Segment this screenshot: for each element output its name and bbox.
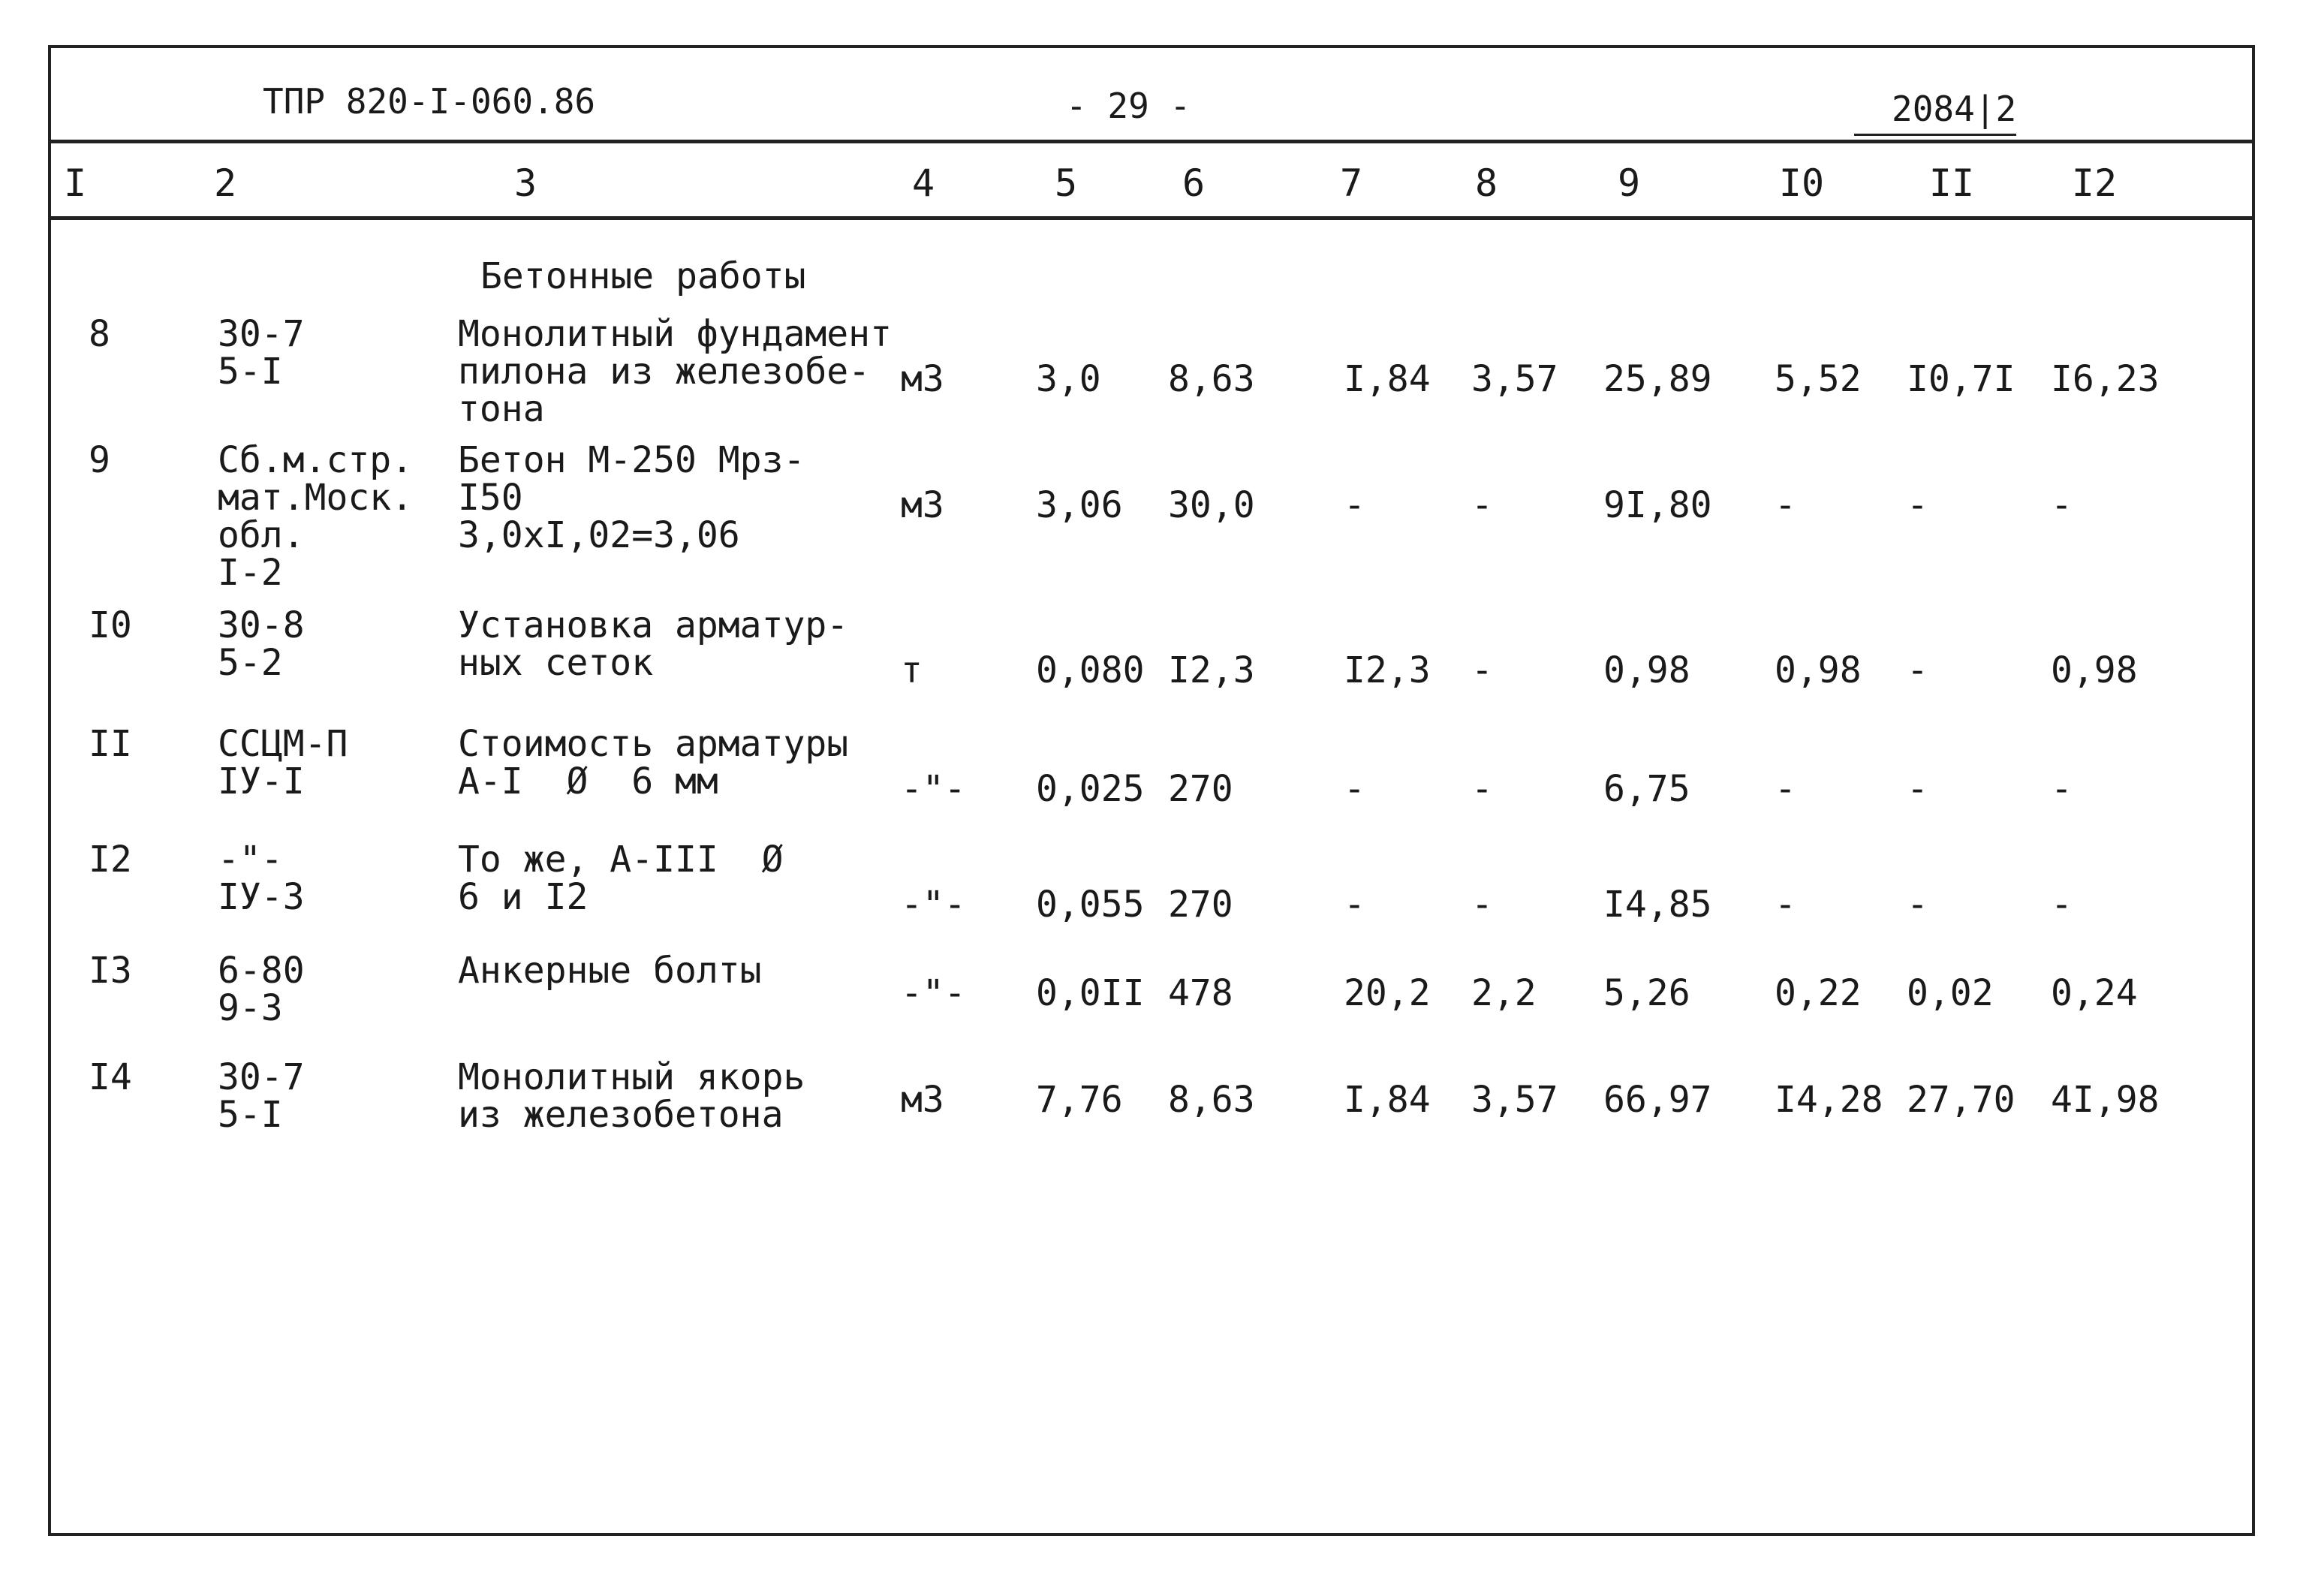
quantity: 7,76 [1036,1079,1123,1121]
column-number: 6 [1182,161,1206,205]
column-number: 9 [1617,161,1641,205]
column-number: 2 [213,161,237,205]
wage-price: I,84 [1344,1079,1431,1121]
quantity: 3,06 [1036,484,1123,526]
wage-price: - [1344,884,1365,926]
unit: м3 [901,484,944,526]
header-rule [48,140,2255,143]
quantity: 0,0II [1036,972,1145,1014]
machine-total: I0,7I [1907,358,2015,400]
wage-price: - [1344,484,1365,526]
quantity: 0,055 [1036,884,1145,926]
wage-total: - [1775,768,1796,810]
total-12: 0,98 [2051,649,2138,691]
machine-price: 3,57 [1471,1079,1558,1121]
doc-code: ТПР 820-I-060.86 [263,81,596,122]
column-number: 8 [1474,161,1498,205]
total-12: - [2051,484,2073,526]
work-name: Установка арматур- ных сеток [458,604,849,684]
machine-total: - [1907,768,1928,810]
machine-price: - [1471,884,1493,926]
machine-total: - [1907,649,1928,691]
norm-code: ССЦМ-П IУ-I [218,723,348,803]
machine-price: 3,57 [1471,358,1558,400]
wage-price: - [1344,768,1365,810]
unit: -"- [901,884,966,926]
work-name: Монолитный якорь из железобетона [458,1056,805,1136]
unit-price: 478 [1168,972,1233,1014]
row-number: I3 [89,950,132,992]
wage-total: - [1775,884,1796,926]
unit-price: 30,0 [1168,484,1255,526]
wage-total: 5,52 [1775,358,1862,400]
section-title: Бетонные работы [480,255,806,297]
total-cost: 66,97 [1603,1079,1712,1121]
machine-price: 2,2 [1471,972,1537,1014]
sheet-reference-underline [1854,134,2016,136]
wage-total: 0,22 [1775,972,1862,1014]
row-number: I4 [89,1056,132,1098]
column-number: 3 [513,161,537,205]
page-number: - 29 - [1066,86,1191,126]
work-name: Анкерные болты [458,950,762,992]
column-number: 5 [1054,161,1078,205]
machine-total: - [1907,884,1928,926]
work-name: Монолитный фундамент пилона из железобе- тона [458,313,892,430]
unit-price: 270 [1168,768,1233,810]
machine-total: 27,70 [1907,1079,2015,1121]
total-cost: 5,26 [1603,972,1690,1014]
column-number: 4 [911,161,935,205]
total-cost: I4,85 [1603,884,1712,926]
wage-price: 20,2 [1344,972,1431,1014]
machine-total: - [1907,484,1928,526]
row-number: 8 [89,313,110,355]
machine-price: - [1471,649,1493,691]
row-number: I2 [89,839,132,881]
quantity: 3,0 [1036,358,1101,400]
row-number: 9 [89,439,110,481]
norm-code: 30-7 5-I [218,1056,305,1136]
total-12: I6,23 [2051,358,2160,400]
unit: м3 [901,1079,944,1121]
total-cost: 25,89 [1603,358,1712,400]
row-number: I0 [89,604,132,646]
quantity: 0,080 [1036,649,1145,691]
machine-price: - [1471,484,1493,526]
wage-total: I4,28 [1775,1079,1883,1121]
total-12: 0,24 [2051,972,2138,1014]
column-number: I2 [2071,161,2118,205]
quantity: 0,025 [1036,768,1145,810]
row-number: II [89,723,132,765]
wage-price: I2,3 [1344,649,1431,691]
wage-total: 0,98 [1775,649,1862,691]
column-number: II [1928,161,1975,205]
work-name: Стоимость арматуры А-I Ø 6 мм [458,723,849,803]
column-header-rule [48,216,2255,220]
unit: т [901,649,923,691]
total-cost: 6,75 [1603,768,1690,810]
column-number: 7 [1339,161,1363,205]
norm-code: -"- IУ-3 [218,839,305,918]
norm-code: 30-8 5-2 [218,604,305,684]
machine-total: 0,02 [1907,972,1994,1014]
wage-price: I,84 [1344,358,1431,400]
total-12: 4I,98 [2051,1079,2160,1121]
unit-price: 8,63 [1168,1079,1255,1121]
total-cost: 9I,80 [1603,484,1712,526]
norm-code: 6-80 9-3 [218,950,305,1029]
machine-price: - [1471,768,1493,810]
total-12: - [2051,768,2073,810]
column-number: I [63,161,87,205]
unit: -"- [901,768,966,810]
unit-price: 270 [1168,884,1233,926]
wage-total: - [1775,484,1796,526]
column-number: I0 [1778,161,1825,205]
work-name: Бетон М-250 Мрз- I50 3,0хI,02=3,06 [458,439,805,556]
unit-price: 8,63 [1168,358,1255,400]
total-12: - [2051,884,2073,926]
unit-price: I2,3 [1168,649,1255,691]
total-cost: 0,98 [1603,649,1690,691]
unit: -"- [901,972,966,1014]
norm-code: 30-7 5-I [218,313,305,393]
sheet-reference: 2084|2 [1892,89,2017,129]
unit: м3 [901,358,944,400]
work-name: То же, А-III Ø 6 и I2 [458,839,784,918]
norm-code: Сб.м.стр. мат.Моск. обл. I-2 [218,439,414,594]
